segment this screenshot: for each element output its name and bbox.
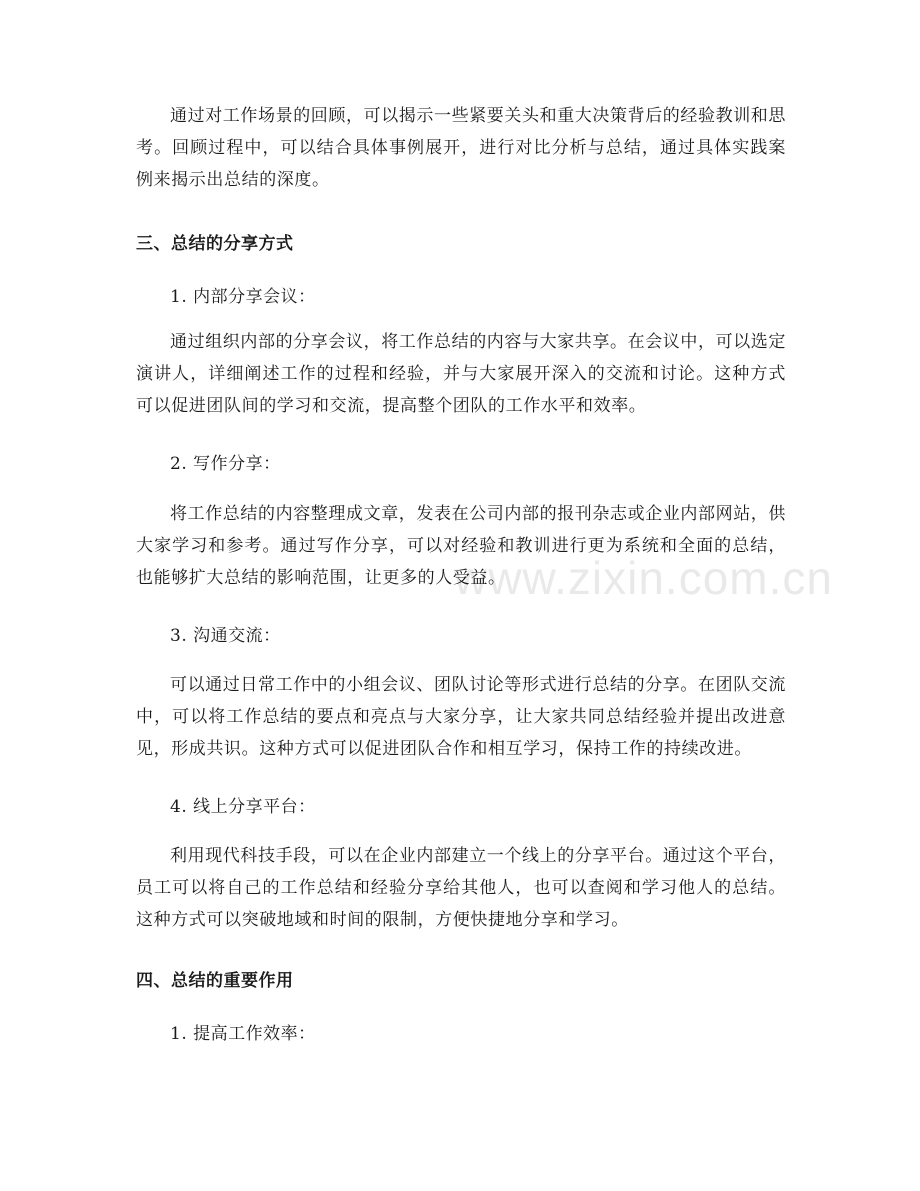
section-3-heading: 三、总结的分享方式 <box>136 234 294 254</box>
watermark-text: www.zixin.com.cn <box>454 552 833 604</box>
section-3-item-3-text: 可以通过日常工作中的小组会议、团队讨论等形式进行总结的分享。在团队交流中，可以将工作总结的要点和亮点与大家分享，让大家共同总结经验并提出改进意见，形成共识。这种方式可以促进团队合作和相互学习，保持工作的持续改进。 <box>136 675 786 759</box>
intro-paragraph: 通过对工作场景的回顾，可以揭示一些紧要关头和重大决策背后的经验教训和思考。回顾过程中，可以结合具体事例展开，进行对比分析与总结，通过具体实践案例来揭示出总结的深度。 <box>136 106 786 190</box>
section-3-item-4-text: 利用现代科技手段，可以在企业内部建立一个线上的分享平台。通过这个平台，员工可以将自己的工作总结和经验分享给其他人，也可以查阅和学习他人的总结。这种方式可以突破地域和时间的限制，方便快捷地分享和学习。 <box>136 846 786 930</box>
section-3-item-1-text: 通过组织内部的分享会议，将工作总结的内容与大家共享。在会议中，可以选定演讲人，详细阐述工作的过程和经验，并与大家展开深入的交流和讨论。这种方式可以促进团队间的学习和交流，提高整个团队的工作水平和效率。 <box>136 332 786 416</box>
section-4-item-1-label: 1. 提高工作效率： <box>170 1024 316 1044</box>
section-4-heading: 四、总结的重要作用 <box>136 971 294 991</box>
section-3-item-3-label: 3. 沟通交流： <box>170 626 281 646</box>
section-3-item-2-text: 将工作总结的内容整理成文章，发表在公司内部的报刊杂志或企业内部网站，供大家学习和参考。通过写作分享，可以对经验和教训进行更为系统和全面的总结，也能够扩大总结的影响范围，让更多的人受益。 <box>136 504 786 588</box>
section-3-item-2-label: 2. 写作分享： <box>170 454 281 474</box>
section-3-item-4-label: 4. 线上分享平台： <box>170 797 316 817</box>
section-3-item-1-label: 1. 内部分享会议： <box>170 287 316 307</box>
